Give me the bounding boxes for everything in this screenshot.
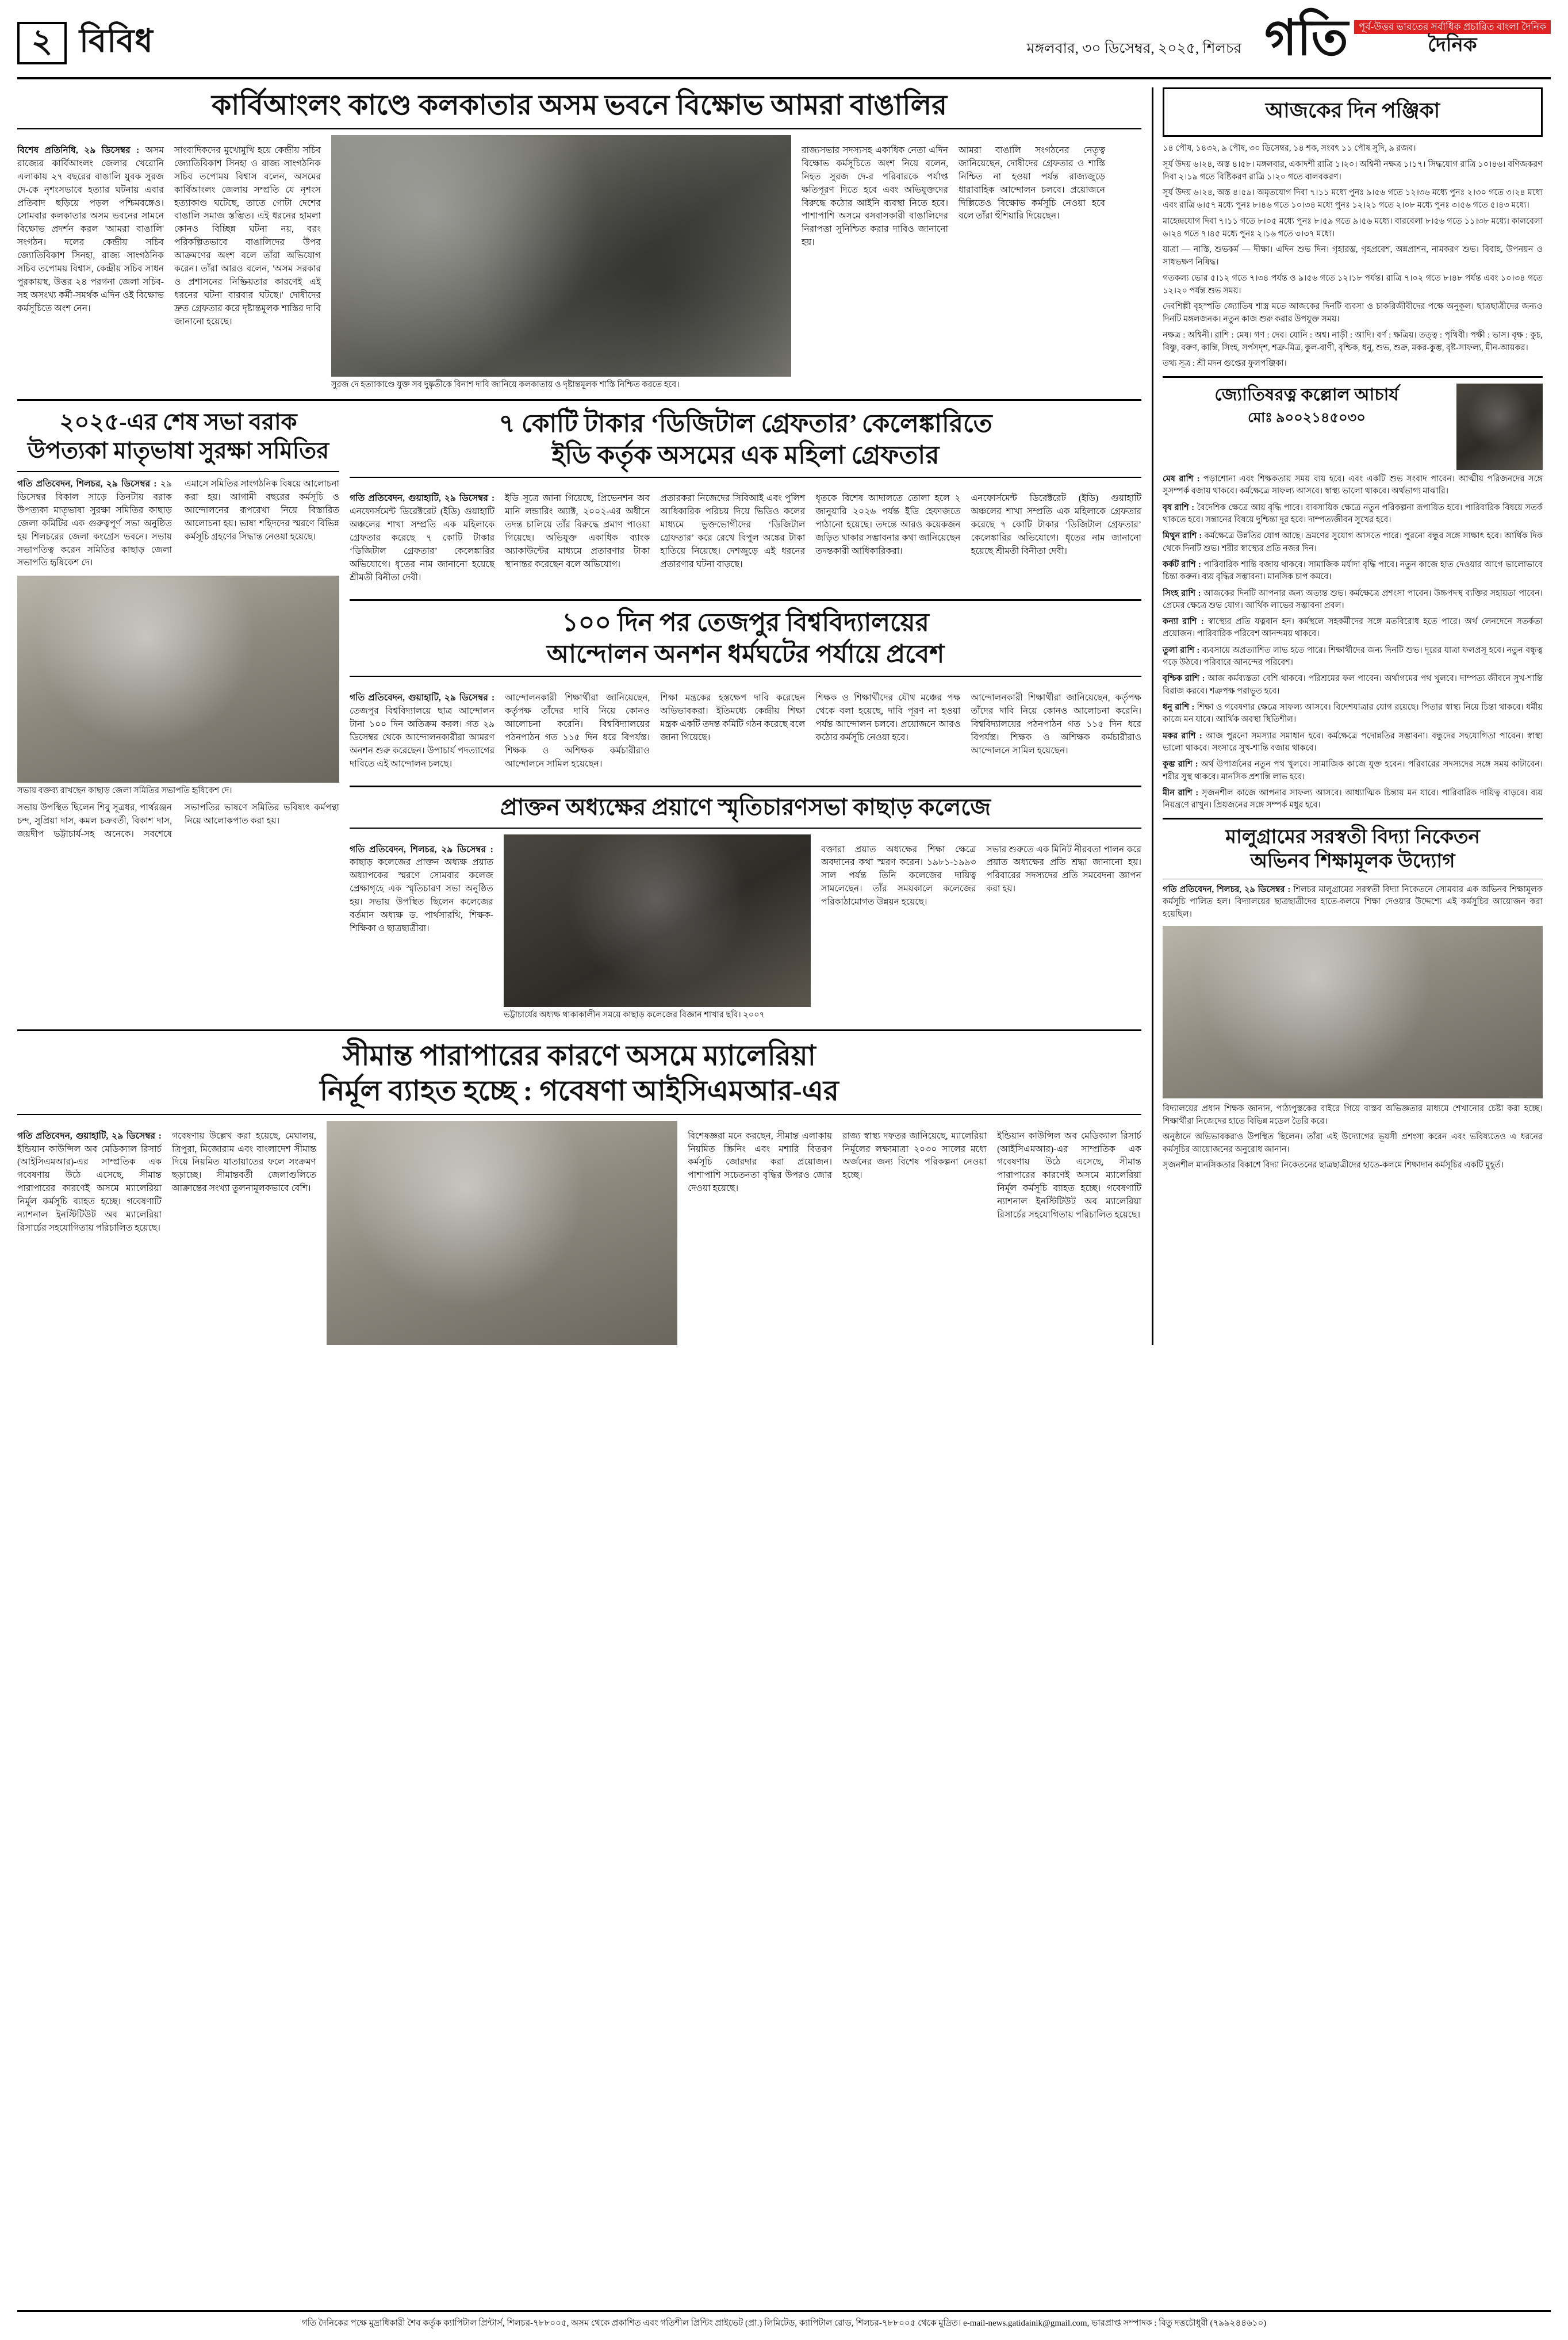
- rashi-item: [1163, 530, 1543, 555]
- article-tezpur: [350, 607, 1141, 780]
- right-stack: [350, 408, 1141, 1021]
- rashi-name: বৃষ রাশি :: [1163, 503, 1195, 512]
- panjika-paragraph: দেবশিল্পী বৃহস্পতি জ্যোতিষ শাস্ত্র মতে আজকের দিনটি ব্যবসা ও চাকরিজীবীদের পক্ষে অনুকূল। ছাত্রছাত্রীদের জন্যও দিনটি মঙ্গলজনক। নতুন কাজ শুরু করার উপযুক্ত সময়।: [1163, 302, 1543, 324]
- paragraph: রাজ্যসভার সদস্যসহ একাধিক নেতা এদিন বিক্ষোভ কর্মসূচিতে অংশ নিয়ে বলেন, নিহত সুরজ দে-র পরিবারকে পর্যাপ্ত ক্ষতিপূরণ দিতে হবে এবং অভিযুক্তদের বিরুদ্ধে কঠোর আইনি ব্যবস্থা নিতে হবে। পাশাপাশি অসমে বসবাসকারী বাঙালিদের নিরাপত্তা সুনিশ্চিত করার দাবিও জানানো হয়।: [802, 145, 948, 248]
- dateline: মঙ্গলবার, ৩০ ডিসেম্বর, ২০২৫, শিলচর: [1026, 41, 1242, 56]
- byline: গতি প্রতিবেদন, শিলচর, ২৯ ডিসেম্বর :: [1163, 884, 1291, 894]
- logo-stack: [1354, 20, 1551, 56]
- rashi-name: মেষ রাশি :: [1163, 474, 1200, 484]
- paragraph: বিশেষজ্ঞরা মনে করছেন, সীমান্ত এলাকায় নিয়মিত স্ক্রিনিং এবং মশারি বিতরণ কর্মসূচি জোরদার করা প্রয়োজন। পাশাপাশি সচেতনতা বৃদ্ধির উপরও জোর দেওয়া হয়েছে।: [688, 1131, 833, 1194]
- paragraph: বিদ্যালয়ের প্রধান শিক্ষক জানান, পাঠ্যপুস্তকের বাইরে গিয়ে বাস্তব অভিজ্ঞতার মাধ্যমে শেখানোর চেষ্টা করা হচ্ছে। শিক্ষার্থীরা নিজেদের হাতে বিভিন্ন মডেল তৈরি করে।: [1163, 1104, 1543, 1126]
- paragraph: অনুষ্ঠানে অভিভাবকরাও উপস্থিত ছিলেন। তাঁরা এই উদ্যোগের ভূয়সী প্রশংসা করেন এবং ভবিষ্যতেও এ ধরনের কর্মসূচির আয়োজনের অনুরোধ জানান।: [1163, 1132, 1543, 1154]
- article-photo: [327, 1121, 677, 1345]
- rashi-item: [1163, 673, 1543, 698]
- article-photo: [17, 576, 339, 783]
- malaria-col-3: [688, 1121, 832, 1345]
- malaria-photo-wrap: [327, 1121, 677, 1345]
- rashi-item: [1163, 473, 1543, 498]
- astrology-block: [1163, 384, 1543, 812]
- article-headline-line2: নির্মূল ব্যাহত হচ্ছে : গবেষণা আইসিএমআর-এর: [320, 1074, 839, 1106]
- page-number: ২: [17, 22, 67, 64]
- rashi-text: শিক্ষা ও গবেষণার ক্ষেত্রে সাফল্য আসবে। বিদেশযাত্রার যোগ রয়েছে। পিতার স্বাস্থ্য নিয়ে চিন্তা থাকবে। ধর্মীয় কাজে মন যাবে। আর্থিক অবস্থা স্থিতিশীল।: [1163, 703, 1543, 725]
- astrologer-name: জ্যোতিষরত্ন কল্লোল আচার্য: [1214, 385, 1399, 404]
- article-headline-line1: সীমান্ত পারাপারের কারণে অসমে ম্যালেরিয়া: [343, 1039, 816, 1071]
- paragraph: শিলচর মালুগ্রামের সরস্বতী বিদ্যা নিকেতনে সোমবার এক অভিনব শিক্ষামূলক কর্মসূচি পালিত হল। বিদ্যালয়ের ছাত্রছাত্রীদের হাতে-কলমে শিক্ষা দেওয়ার উদ্দেশ্যে এই কর্মসূচির আয়োজন করা হয়েছিল।: [1163, 884, 1543, 919]
- paragraph: শিক্ষক ও শিক্ষার্থীদের যৌথ মঞ্চের পক্ষ থেকে বলা হয়েছে, দাবি পূরণ না হওয়া পর্যন্ত আন্দোলন চলবে। প্রয়োজনে আরও কঠোর কর্মসূচি নেওয়া হবে।: [815, 692, 961, 742]
- prakton-col-3: [987, 834, 1142, 1021]
- rashi-item: [1163, 730, 1543, 755]
- article-karbi: [17, 87, 1141, 391]
- article-photo: [1163, 926, 1543, 1098]
- masthead: [17, 10, 1551, 79]
- rashi-name: মকর রাশি :: [1163, 731, 1202, 741]
- panjika-paragraph: সূর্য উদয় ৬।২৪, অস্ত ৪।৫৯। অমৃতযোগ দিবা ৭।১১ মধ্যে পুনঃ ৯।৫৬ গতে ১২।৩৬ মধ্যে পুনঃ ২।৩০ গতে ৩।২৪ মধ্যে এবং রাত্রি ৬।৫৭ মধ্যে পুনঃ ৮।৪৬ গতে ১০।৩৪ মধ্যে পুনঃ ১২।২১ গতে ২।০৮ মধ্যে পুনঃ ৩।৫৬ গতে ৫।৪৩ মধ্যে।: [1163, 188, 1543, 210]
- paragraph: সভায় উপস্থিত ছিলেন শিবু সূত্রধর, পার্থরঞ্জন চন্দ, সুপ্রিয়া দাস, কমল চক্রবর্তী, বিকাশ দাস, জয়দীপ ভট্টাচার্য-সহ অনেকে। সবশেষে সভাপতির ভাষণে সমিতির ভবিষ্যৎ কর্মপন্থা নিয়ে আলোকপাত করা হয়।: [17, 802, 339, 839]
- tezpur-col-2: [505, 683, 650, 780]
- byline: গতি প্রতিবেদন, শিলচর, ২৯ ডিসেম্বর :: [17, 478, 157, 489]
- ed-col-4: [815, 484, 960, 594]
- paragraph: এনফোর্সমেন্ট ডিরেক্টরেট (ইডি) গুয়াহাটি অঞ্চলের শাখা সম্প্রতি এক মহিলাকে গ্রেফতার করেছে ৭ কোটি টাকার ‘ডিজিটাল গ্রেফতার’ কেলেঙ্কারির অভিযোগে। ধৃতের নাম জানানো হয়েছে শ্রীমতী বিনীতা দেবী।: [971, 493, 1142, 557]
- tezpur-col-4: [815, 683, 960, 780]
- article-malugram: [1163, 825, 1543, 1171]
- karbi-photo-wrap: [331, 135, 791, 391]
- sidebar: [1152, 87, 1543, 1345]
- rashi-item: [1163, 502, 1543, 527]
- paragraph: এনফোর্সমেন্ট ডিরেক্টরেট (ইডি) গুয়াহাটি অঞ্চলের শাখা সম্প্রতি এক মহিলাকে গ্রেফতার করেছে ৭ কোটি টাকার ‘ডিজিটাল গ্রেফতার’ কেলেঙ্কারির অভিযোগে। ধৃতের নাম জানানো হয়েছে শ্রীমতী বিনীতা দেবী।: [350, 507, 495, 583]
- rashi-item: [1163, 616, 1543, 641]
- rashi-item: [1163, 702, 1543, 726]
- paragraph: আন্দোলনকারী শিক্ষার্থীরা জানিয়েছেন, কর্তৃপক্ষ তাঁদের দাবি নিয়ে কোনও আলোচনা করেনি। বিশ্ববিদ্যালয়ের পঠনপাঠন গত ১১৫ দিন ধরে বিপর্যস্ত। শিক্ষক ও অশিক্ষক কর্মচারীরাও আন্দোলনে সামিল হয়েছেন।: [971, 692, 1142, 756]
- paragraph: কাছাড় কলেজের প্রাক্তন অধ্যক্ষ প্রয়াত অধ্যাপকের স্মরণে সোমবার কলেজ প্রেক্ষাগৃহে এক স্মৃতিচারণ সভা অনুষ্ঠিত হয়। সভায় উপস্থিত ছিলেন কলেজের বর্তমান অধ্যক্ষ ড. পার্থসারথি, শিক্ষক-শিক্ষিকা ও ছাত্রছাত্রীরা।: [350, 857, 493, 934]
- page-footer: গতি দৈনিকের পক্ষে মুদ্রাধিকারী শৈব কর্তৃক ক্যাপিটাল প্রিন্টার্স, শিলচর-৭৮৮০০৫, অসম থেকে প্রকাশিত এবং গতিশীল প্রিন্টিং প্রাইভেট (প্রা.) লিমিটেড, ক্যাপিটাল রোড, শিলচর-৭৮৮০০৫ থেকে মুদ্রিত। e-mail-news.gatidainik@gmail.com, ভারপ্রাপ্ত সম্পাদক : বিতু দত্তচৌধুরী (৭৯৯২৪৪৬১০): [17, 2310, 1551, 2331]
- paragraph: ইন্ডিয়ান কাউন্সিল অব মেডিক্যাল রিসার্চ (আইসিএমআর)-এর সাম্প্রতিক এক গবেষণায় উঠে এসেছে, সীমান্ত পারাপারের কারণেই অসমে ম্যালেরিয়া নির্মূল কর্মসূচি ব্যাহত হচ্ছে। গবেষণাটি ন্যাশনাল ইনস্টিটিউট অব ম্যালেরিয়া রিসার্চের সহযোগিতায় পরিচালিত হয়েছে।: [17, 1144, 162, 1234]
- photo-caption: ভট্টাচার্যের অধ্যক্ষ থাকাকালীন সময়ে কাছাড় কলেজের বিজ্ঞান শাখার ছবি। ২০০৭: [503, 1010, 765, 1020]
- paragraph: ধৃতকে বিশেষ আদালতে তোলা হলে ২ জানুয়ারি ২০২৬ পর্যন্ত ইডি হেফাজতে পাঠানো হয়েছে। তদন্তে আরও কয়েকজন জড়িত থাকার সম্ভাবনার কথা জানিয়েছেন তদন্তকারী আধিকারিকরা।: [815, 493, 961, 557]
- malugram-body-cont: [1163, 1103, 1543, 1156]
- karbi-col-1: [17, 135, 164, 391]
- rashi-item: [1163, 759, 1543, 783]
- rashi-item: [1163, 559, 1543, 584]
- panjika-source: তথ্য সূত্র : শ্রী মদন গুপ্তের ফুলপঞ্জিকা।: [1163, 359, 1287, 369]
- rashi-name: ধনু রাশি :: [1163, 703, 1195, 712]
- ed-col-5: [971, 484, 1141, 594]
- rashi-text: অর্থ উপার্জনের নতুন পথ খুলবে। সামাজিক কাজে যুক্ত হবেন। পরিবারের সদস্যদের সঙ্গে সময় কাটাবেন। শরীর সুস্থ থাকবে। মানসিক প্রশান্তি লাভ হবে।: [1163, 760, 1543, 782]
- panjika-paragraph: যাত্রা — নাস্তি, শুভকর্ম — দীক্ষা। এদিন শুভ দিন। গৃহারম্ভ, গৃহপ্রবেশ, অন্নপ্রাশন, নামকরণ শুভ। বিবাহ, উপনয়ন ও সাধভক্ষণ নিষিদ্ধ।: [1163, 245, 1543, 267]
- section-title: বিবিধ: [79, 24, 154, 59]
- rashi-text: বৈদেশিক ক্ষেত্রে আয় বৃদ্ধি পাবে। ব্যবসায়িক ক্ষেত্রে নতুন পরিকল্পনা রূপায়িত হবে। পারিবারিক বিষয়ে সতর্ক থাকতে হবে। সন্তানের বিষয়ে দুশ্চিন্তা দূর হবে। দাম্পত্যজীবন সুখের হবে।: [1163, 503, 1543, 524]
- panjika-title: আজকের দিন পঞ্জিকা: [1163, 87, 1543, 137]
- ed-col-3: [660, 484, 805, 594]
- rashi-name: কুম্ভ রাশি :: [1163, 760, 1198, 769]
- panjika-body: [1163, 143, 1543, 370]
- rashi-text: সৃজনশীল কাজে আপনার সাফল্য আসবে। আধ্যাত্মিক চিন্তায় মন যাবে। পারিবারিক দায়িত্ব বাড়বে। ব্যয় নিয়ন্ত্রণে রাখুন। প্রিয়জনের সঙ্গে সম্পর্ক মধুর হবে।: [1163, 788, 1543, 810]
- malaria-col-1: [17, 1121, 162, 1345]
- ed-body: [350, 484, 1141, 594]
- rashi-text: ব্যবসায়ে অপ্রত্যাশিত লাভ হতে পারে। শিক্ষার্থীদের জন্য দিনটি শুভ। দূরের যাত্রা ফলপ্রসূ হবে। নতুন বন্ধুত্ব গড়ে উঠবে। পরিবারে আনন্দের পরিবেশ।: [1163, 645, 1543, 668]
- karbi-col-2: [174, 135, 321, 391]
- article-prakton: [350, 793, 1141, 1021]
- byline: গতি প্রতিবেদন, গুয়াহাটি, ২৯ ডিসেম্বর :: [350, 692, 495, 703]
- panjika-paragraph: ১৪ পৌষ, ১৪৩২, ৯ পৌষ, ৩০ ডিসেম্বর, ১৪ শক, সংবৎ ১১ পৌষ সুদি, ৯ রজব।: [1163, 144, 1416, 153]
- paragraph: তেজপুর বিশ্ববিদ্যালয়ে ছাত্র আন্দোলন টানা ১০০ দিন অতিক্রম করল। গত ২৯ ডিসেম্বর থেকে আন্দোলনকারীরা আমরণ অনশন শুরু করেছেন। উপাচার্য পদত্যাগের দাবিতে এই আন্দোলন চলছে।: [350, 706, 495, 769]
- panjika-paragraph: মাহেন্দ্রযোগ দিবা ৭।১১ গতে ৮।০৫ মধ্যে পুনঃ ৮।৫৯ গতে ৯।৫৬ মধ্যে। বারবেলা ৮।৫৬ গতে ১১।৩৮ মধ্যে। কালবেলা ৬।২৪ গতে ৭।৪৫ মধ্যে পুনঃ ২।১৬ গতে ৩।৩৭ মধ্যে।: [1163, 216, 1543, 239]
- logo-tagline: পূর্ব-উত্তর ভারতের সর্বাধিক প্রচারিত বাংলা দৈনিক: [1354, 20, 1551, 34]
- ed-col-2: [505, 484, 650, 594]
- page-body: [17, 87, 1551, 1345]
- prakton-col-2: [821, 834, 976, 1021]
- byline: গতি প্রতিবেদন, গুয়াহাটি, ২৯ ডিসেম্বর :: [350, 493, 495, 504]
- paragraph: সাংবাদিকদের মুখোমুখি হয়ে কেন্দ্রীয় সচিব জ্যোতিবিকাশ সিনহা ও রাজ্য সাংগঠনিক সচিব তপোময় বিশ্বাস বলেন, অসমের কার্বিআংলং জেলায় সম্প্রতি যে নৃশংস হত্যাকাণ্ড ঘটেছে, তাতে গোটা দেশের বাঙালি সমাজ স্তম্ভিত। এই ধরনের হামলা কোনও বিচ্ছিন্ন ঘটনা নয়, বরং পরিকল্পিতভাবে বাঙালিদের উপর আক্রমণের অংশ বলে তাঁরা অভিযোগ করেন। তাঁরা আরও বলেন, 'অসম সরকার ও প্রশাসনের নিষ্ক্রিয়তার কারণেই এই ধরনের ঘটনা বারবার ঘটছে।' দোষীদের দ্রুত গ্রেফতার করে দৃষ্টান্তমূলক শাস্তির দাবি জানানো হয়েছে।: [174, 145, 321, 327]
- rashi-text: পারিবারিক শান্তি বজায় থাকবে। সামাজিক মর্যাদা বৃদ্ধি পাবে। নতুন কাজে হাত দেওয়ার আগে ভালোভাবে চিন্তা করুন। ব্যয় বৃদ্ধির সম্ভাবনা। মানসিক চাপ কমবে।: [1163, 560, 1543, 582]
- article-photo: [504, 834, 811, 1007]
- panjika-paragraph: সূর্য উদয় ৬।২৪, অস্ত ৪।৫৮। মঙ্গলবার, একাদশী রাত্রি ১।২০। অশ্বিনী নক্ষত্র ১।১৭। সিদ্ধযোগ রাত্রি ১০।৪৬। বণিজকরণ দিবা ২।১৯ গতে বিষ্টিকরণ রাত্রি ১।২০ গতে বালবকরণ।: [1163, 159, 1543, 182]
- malaria-col-4: [842, 1121, 987, 1345]
- panjika-paragraph: গতকল্য ভোর ৫।১২ গতে ৭।৩৪ পর্যন্ত ও ৯।৫৬ গতে ১২।১৮ পর্যন্ত। রাত্রি ৭।০২ গতে ৮।৪৮ পর্যন্ত এবং ১০।৩৪ গতে ১২।২০ পর্যন্ত শুভ সময়।: [1163, 273, 1543, 296]
- article-headline-line1: মালুগ্রামের সরস্বতী বিদ্যা নিকেতন: [1225, 826, 1480, 848]
- rashi-name: বৃশ্চিক রাশি :: [1163, 674, 1205, 684]
- paragraph: ২৯ ডিসেম্বর বিকাল সাড়ে তিনটায় বরাক উপত্যকা মাতৃভাষা সুরক্ষা সমিতির কাছাড় জেলা কমিটির এক গুরুত্বপূর্ণ সভা অনুষ্ঠিত হয় শিলচরের জেলা কংগ্রেস ভবনে। সভায় সভাপতিত্ব করেন সমিতির কাছাড় জেলা সভাপতি হৃষিকেশ দে।: [17, 478, 172, 568]
- paragraph: আমরা বাঙালি সংগঠনের নেতৃত্ব জানিয়েছেন, দোষীদের গ্রেফতার ও শাস্তি নিশ্চিত না হওয়া পর্যন্ত রাজ্যজুড়ে ধারাবাহিক আন্দোলন চলবে। প্রয়োজনে দিল্লিতেও বিক্ষোভ কর্মসূচি নেওয়া হবে বলে তাঁরা হুঁশিয়ারি দিয়েছেন।: [959, 145, 1105, 221]
- astrologer-photo: [1456, 384, 1543, 470]
- paragraph: প্রতারকরা নিজেদের সিবিআই এবং পুলিশ আধিকারিক পরিচয় দিয়ে ভিডিও কলের মাধ্যমে ভুক্তভোগীদের ‘ডিজিটাল গ্রেফতার’ করে রেখে বিপুল অঙ্কের টাকা হাতিয়ে নিয়েছে। দেশজুড়ে এই ধরনের প্রতারণার ঘটনা বাড়ছে।: [660, 493, 806, 569]
- masthead-logo: [1264, 10, 1551, 66]
- tezpur-col-5: [971, 683, 1141, 780]
- prakton-col-1: [350, 834, 493, 1021]
- article-headline-line2: অভিনব শিক্ষামূলক উদ্যোগ: [1250, 851, 1455, 872]
- paragraph: ইন্ডিয়ান কাউন্সিল অব মেডিক্যাল রিসার্চ (আইসিএমআর)-এর সাম্প্রতিক এক গবেষণায় উঠে এসেছে, সীমান্ত পারাপারের কারণেই অসমে ম্যালেরিয়া নির্মূল কর্মসূচি ব্যাহত হচ্ছে। গবেষণাটি ন্যাশনাল ইনস্টিটিউট অব ম্যালেরিয়া রিসার্চের সহযোগিতায় পরিচালিত হয়েছে।: [997, 1131, 1142, 1220]
- prakton-body: [350, 834, 1141, 1021]
- rashi-item: [1163, 787, 1543, 812]
- karbi-col-3: [802, 135, 948, 391]
- article-headline: প্রাক্তন অধ্যক্ষের প্রয়াণে স্মৃতিচারণসভা কাছাড় কলেজে: [500, 794, 991, 820]
- logo-wordmark: গতি: [1264, 10, 1348, 66]
- karbi-layout: [17, 135, 1141, 391]
- rashi-text: কর্মক্ষেত্রে উন্নতির যোগ আছে। ভ্রমণের সুযোগ আসতে পারে। পুরনো বন্ধুর সঙ্গে সাক্ষাৎ হবে। আর্থিক দিক থেকে দিনটি শুভ। শরীর স্বাস্থ্যের প্রতি নজর দিন।: [1163, 531, 1543, 553]
- rashi-name: মিথুন রাশি :: [1163, 531, 1202, 541]
- rashi-text: আজ পুরনো সমস্যার সমাধান হবে। কর্মক্ষেত্রে পদোন্নতির সম্ভাবনা। বন্ধুদের সহযোগিতা পাবেন। স্বাস্থ্য ভালো থাকবে। সংসারে সুখ-শান্তি বজায় থাকবে।: [1163, 731, 1543, 753]
- paragraph: অসম রাজ্যের কার্বিআংলং জেলার খেরোনি এলাকায় ২৭ বছরের বাঙালি যুবক সুরজ দে-কে নৃশংসভাবে হত্যার ঘটনায় এবার প্রতিবাদ ছড়িয়ে পড়ল পশ্চিমবঙ্গেও। সোমবার কলকাতার অসম ভবনের সামনে বিক্ষোভ প্রদর্শন করল 'আমরা বাঙালি' সংগঠন। দলের কেন্দ্রীয় সচিব জ্যোতিবিকাশ সিনহা, রাজ্য সাংগঠনিক সচিব তপোময় বিশ্বাস, কেন্দ্রীয় সচিব সাধন পুরকায়স্থ, উত্তর ২৪ পরগনা জেলা সচিব-সহ অসংখ্য কর্মী-সমর্থক এদিন ওই বিক্ষোভ কর্মসূচিতে অংশ নেন।: [17, 145, 164, 313]
- rashi-name: কর্কট রাশি :: [1163, 560, 1201, 569]
- sabha-body-cont: [17, 802, 339, 841]
- rashi-text: স্বাস্থ্যের প্রতি যত্নবান হন। কর্মস্থলে সহকর্মীদের সঙ্গে মতবিরোধ হতে পারে। অর্থ লেনদেনে সতর্কতা প্রয়োজন। পারিবারিক পরিবেশ আনন্দময় থাকবে।: [1163, 617, 1543, 639]
- rashi-item: [1163, 645, 1543, 669]
- photo-caption: সভায় বক্তব্য রাখছেন কাছাড় জেলা সমিতির সভাপতি হৃষিকেশ দে।: [17, 786, 232, 796]
- byline: গতি প্রতিবেদন, শিলচর, ২৯ ডিসেম্বর :: [350, 844, 493, 855]
- article-headline: কার্বিআংলং কাণ্ডে কলকাতার অসম ভবনে বিক্ষোভ আমরা বাঙালির: [211, 89, 948, 121]
- panjika-paragraph: নক্ষত্র : অশ্বিনী। রাশি : মেষ। গণ : দেব। যোনি : অশ্ব। নাড়ী : আদি। বর্ণ : ক্ষত্রিয়। তত্ত্ব : পৃথিবী। পক্ষী : ভাস। বৃক্ষ : কুচ, বিষ্ণু, বরুণ, কান্তি, সিংহ, সর্পসদৃশ, শত্রু-মিত্র, কুল-বাণী, বৃশ্চিক, ধনু, শুভ, শুক্র, মকর-কুম্ভ, বৃষ্ট-সাফল্য, মীন-আয়কর।: [1163, 330, 1543, 353]
- byline: বিশেষ প্রতিনিধি, ২৯ ডিসেম্বর :: [17, 145, 140, 155]
- karbi-col-4: [959, 135, 1105, 391]
- article-malaria: [17, 1038, 1141, 1346]
- paragraph: এমাসে সমিতির সাংগঠনিক বিষয়ে আলোচনা করা হয়। আগামী বছরের কর্মসূচি ও আন্দোলনের রূপরেখা নিয়ে বিস্তারিত আলোচনা হয়। ভাষা শহিদদের স্মরণে বিভিন্ন কর্মসূচি গ্রহণের সিদ্ধান্ত নেওয়া হয়েছে।: [185, 478, 339, 542]
- malugram-body: [1163, 884, 1543, 921]
- ed-col-1: [350, 484, 494, 594]
- rashi-name: কন্যা রাশি :: [1163, 617, 1204, 627]
- rashi-name: তুলা রাশি :: [1163, 645, 1200, 655]
- malaria-body: [17, 1121, 1141, 1345]
- astrologer-phone: মোঃ ৯০০২১৪৫০৩০: [1248, 411, 1366, 426]
- paragraph: রাজ্য স্বাস্থ্য দফতর জানিয়েছে, ম্যালেরিয়া নির্মূলের লক্ষ্যমাত্রা ২০৩০ সালের মধ্যে অর্জনের জন্য বিশেষ পরিকল্পনা নেওয়া হচ্ছে।: [842, 1131, 987, 1181]
- photo-caption: সৃজনশীল মানসিকতার বিকাশে বিদ্যা নিকেতনের ছাত্রছাত্রীদের হাতে-কলমে শিক্ষাদান কর্মসূচির একটি মুহূর্ত।: [1163, 1160, 1504, 1170]
- tezpur-col-1: [350, 683, 494, 780]
- article-ed: [350, 408, 1141, 594]
- mid-row: [17, 408, 1141, 1021]
- tezpur-body: [350, 683, 1141, 780]
- malaria-col-2: [172, 1121, 316, 1345]
- rashi-name: সিংহ রাশি :: [1163, 588, 1201, 598]
- sabha-body: [17, 478, 339, 570]
- article-headline-line2: আন্দোলন অনশন ধর্মঘটের পর্যায়ে প্রবেশ: [546, 640, 945, 669]
- main-content: [17, 87, 1141, 1345]
- paragraph: শিক্ষা মন্ত্রকের হস্তক্ষেপ দাবি করেছেন অভিভাবকরা। ইতিমধ্যে কেন্দ্রীয় শিক্ষা মন্ত্রক একটি তদন্ত কমিটি গঠন করেছে বলে জানা গিয়েছে।: [660, 692, 806, 742]
- rashi-item: [1163, 588, 1543, 612]
- article-photo: [331, 135, 791, 377]
- photo-caption: সুরজ দে হত্যাকাণ্ডে যুক্ত সব দুষ্কৃতীকে বিনাশ দাবি জানিয়ে কলকাতায় ও দৃষ্টান্তমূলক শাস্তি নিশ্চিত করতে হবে।: [331, 380, 680, 390]
- article-sabha: [17, 408, 339, 1021]
- paragraph: গবেষণায় উল্লেখ করা হয়েছে, মেঘালয়, ত্রিপুরা, মিজোরাম এবং বাংলাদেশ সীমান্ত দিয়ে নিয়মিত যাতায়াতের ফলে সংক্রমণ ছড়াচ্ছে। সীমান্তবর্তী জেলাগুলিতে আক্রান্তের সংখ্যা তুলনামূলকভাবে বেশি।: [171, 1131, 316, 1194]
- masthead-left: [17, 16, 154, 70]
- paragraph: ইডি সূত্রে জানা গিয়েছে, প্রিভেনশন অব মানি লন্ডারিং অ্যাক্ট, ২০০২-এর অধীনে তদন্ত চালিয়ে তাঁর বিরুদ্ধে প্রমাণ পাওয়া গিয়েছে। অভিযুক্ত একাধিক ব্যাংক অ্যাকাউন্টের মাধ্যমে প্রতারণার টাকা স্থানান্তর করেছেন বলে অভিযোগ।: [505, 493, 650, 569]
- prakton-photo-wrap: [504, 834, 811, 1021]
- byline: গতি প্রতিবেদন, গুয়াহাটি, ২৯ ডিসেম্বর :: [17, 1131, 162, 1141]
- article-headline-line1: ৭ কোটি টাকার ‘ডিজিটাল গ্রেফতার’ কেলেঙ্কারিতে: [499, 409, 992, 438]
- rashi-text: আজ কর্মব্যস্ততা বেশি থাকবে। পরিশ্রমের ফল পাবেন। অর্থাগমের পথ খুলবে। দাম্পত্য জীবনে সুখ-শান্তি বিরাজ করবে। শত্রুপক্ষ পরাভূত হবে।: [1163, 674, 1543, 696]
- tezpur-col-3: [660, 683, 805, 780]
- paragraph: আন্দোলনকারী শিক্ষার্থীরা জানিয়েছেন, কর্তৃপক্ষ তাঁদের দাবি নিয়ে কোনও আলোচনা করেনি। বিশ্ববিদ্যালয়ের পঠনপাঠন গত ১১৫ দিন ধরে বিপর্যস্ত। শিক্ষক ও অশিক্ষক কর্মচারীরাও আন্দোলনে সামিল হয়েছেন।: [505, 692, 650, 769]
- malaria-col-5: [997, 1121, 1141, 1345]
- article-headline: ২০২৫-এর শেষ সভা বরাক উপত্যকা মাতৃভাষা সুরক্ষা সমিতির: [27, 408, 329, 464]
- rashi-name: মীন রাশি :: [1163, 788, 1199, 798]
- logo-subtitle: দৈনিক: [1428, 34, 1477, 56]
- paragraph: সভার শুরুতে এক মিনিট নীরবতা পালন করে প্রয়াত অধ্যক্ষের প্রতি শ্রদ্ধা জানানো হয়। পরিবারের সদস্যদের প্রতি সমবেদনা জ্ঞাপন করা হয়।: [986, 844, 1141, 894]
- rashi-text: পড়াশোনা এবং শিক্ষকতায় সময় ব্যয় হবে। এবং একটি শুভ সংবাদ পাবেন। আত্মীয় পরিজনদের সঙ্গে সুসম্পর্ক বজায় থাকবে। কর্মক্ষেত্রে সাফল্য আসবে। স্বাস্থ্য ভালো থাকবে। অর্থভাগ্য মাঝারি।: [1163, 474, 1543, 496]
- rashi-text: আজকের দিনটি আপনার জন্য অত্যন্ত শুভ। কর্মক্ষেত্রে প্রশংসা পাবেন। উচ্চপদস্থ ব্যক্তির সহায়তা পাবেন। প্রেমের ক্ষেত্রে শুভ যোগ। আর্থিক লাভের সম্ভাবনা প্রবল।: [1163, 588, 1543, 610]
- paragraph: বক্তারা প্রয়াত অধ্যক্ষের শিক্ষা ক্ষেত্রে অবদানের কথা স্মরণ করেন। ১৯৮১-১৯৯৩ সাল পর্যন্ত তিনি কলেজের দায়িত্ব সামলেছেন। তাঁর সময়কালে কলেজের পরিকাঠামোগত উন্নয়ন হয়েছে।: [821, 844, 976, 907]
- article-headline-line1: ১০০ দিন পর তেজপুর বিশ্ববিদ্যালয়ের: [562, 608, 929, 637]
- article-headline-line2: ইডি কর্তৃক অসমের এক মহিলা গ্রেফতার: [551, 441, 940, 469]
